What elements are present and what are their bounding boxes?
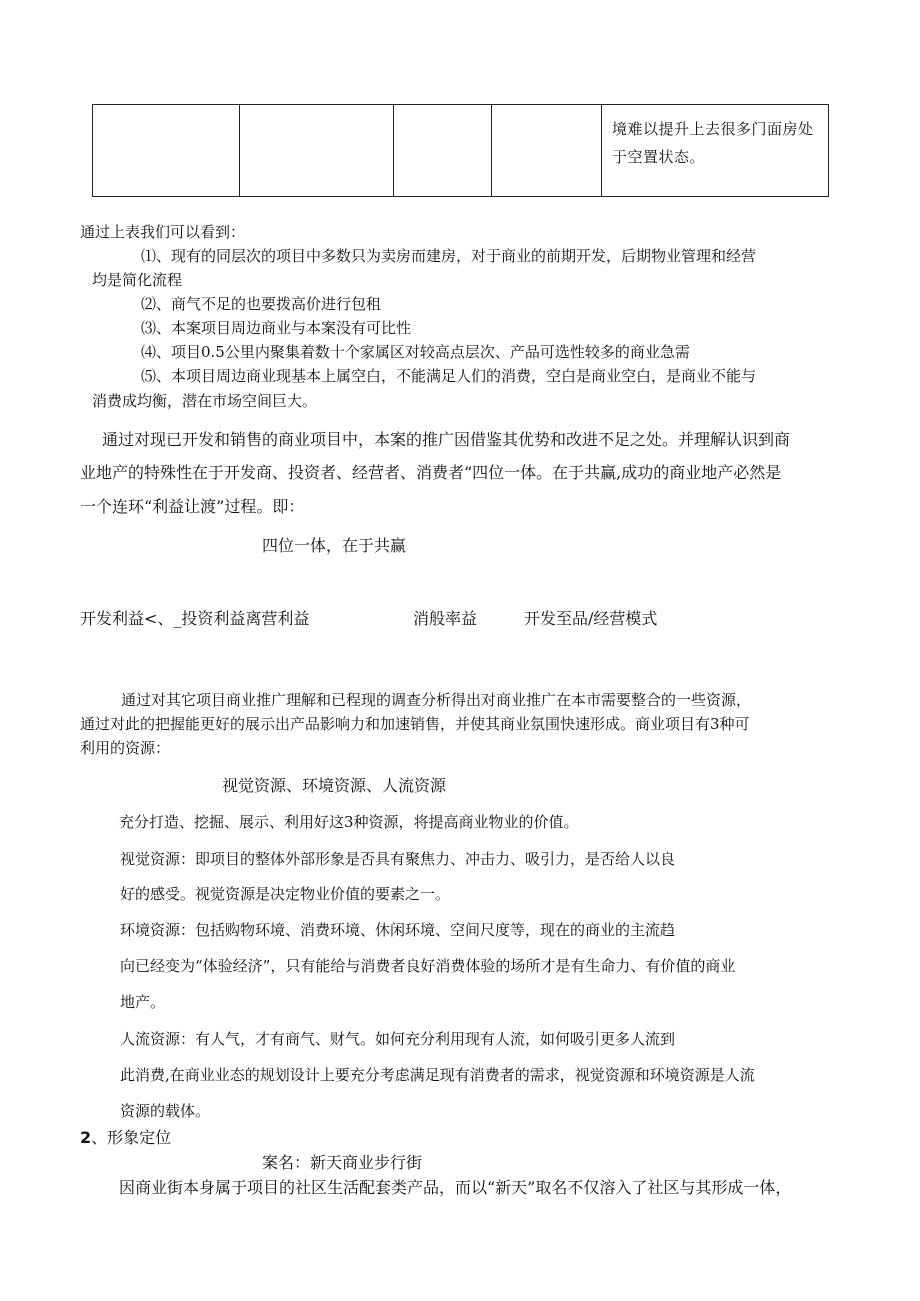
table-cell: [394, 105, 492, 197]
summary-intro: 通过上表我们可以看到：: [80, 223, 246, 241]
table-cell: [492, 105, 602, 197]
analysis-line: 业地产的特殊性在于开发商、投资者、经营者、消费者“四位一体。在于共赢,成功的商业地产必然是: [80, 463, 782, 482]
resources-para: 通过对此的把握能更好的展示出产品影响力和加速销售，并使其商业氛围快速形成。商业项目有3种可: [80, 715, 750, 733]
section-desc: 因商业街本身属于项目的社区生活配套类产品，而以“新天”取名不仅溶入了社区与其形成一体，: [119, 1178, 792, 1197]
environment-resource-cont: 向已经变为“体验经济”，只有能给与消费者良好消费体验的场所才是有生命力、有价值的商业: [120, 957, 736, 975]
summary-item-5: ⑸、本项目周边商业现基本上属空白，不能满足人们的消费，空白是商业空白，是商业不能与: [141, 367, 757, 385]
environment-resource: 环境资源：包括购物环境、消费环境、休闲环境、空间尺度等，现在的商业的主流趋: [120, 921, 676, 939]
comparison-table-fragment: [92, 104, 829, 197]
cell-line: 境难以提升上去很多门面房处: [612, 120, 814, 138]
diagram-title: 四位一体，在于共赢: [262, 536, 407, 555]
diagram-right-label: 开发至品/经营模式: [524, 609, 658, 628]
diagram-left-label: 开发利益<、_投资利益离营利益: [80, 609, 310, 628]
resources-para: 利用的资源：: [80, 739, 171, 757]
case-name: 案名：新天商业步行街: [262, 1153, 423, 1172]
section-heading: [80, 1128, 171, 1148]
resources-use: 充分打造、挖掘、展示、利用好这3种资源，将提高商业物业的价值。: [119, 813, 579, 831]
summary-item-3: ⑶、本案项目周边商业与本案没有可比性: [141, 319, 412, 337]
summary-item-1-cont: 均是简化流程: [92, 271, 183, 289]
table-cell-text: [602, 105, 828, 175]
people-resource-cont: 此消费,在商业业态的规划设计上要充分考虑满足现有消费者的需求，视觉资源和环境资源是人流: [120, 1066, 755, 1084]
three-resources: 视觉资源、环境资源、人流资源: [222, 776, 447, 795]
people-resource: 人流资源：有人气，才有商气、财气。如何充分利用现有人流，如何吸引更多人流到: [120, 1030, 676, 1048]
summary-item-2: ⑵、商气不足的也要拨高价进行包租: [141, 295, 382, 313]
table-cell: [93, 105, 240, 197]
summary-item-1: ⑴、现有的同层次的项目中多数只为卖房而建房，对于商业的前期开发，后期物业管理和经营: [141, 247, 757, 265]
table-cell: [602, 105, 829, 197]
cell-line: 于空置状态。: [612, 148, 706, 166]
summary-item-4: ⑷、项目0.5公里内聚集着数十个家属区对较高点层次、产品可选性较多的商业急需: [141, 343, 690, 361]
diagram-middle-label: 消般率益: [413, 609, 478, 628]
section-title: 、形象定位: [91, 1128, 172, 1147]
table-row: [93, 105, 829, 197]
resources-para: 通过对其它项目商业推广理解和已程现的调查分析得出对商业推广在本市需要整合的一些资源，: [121, 691, 752, 709]
summary-item-5-cont: 消费成均衡，潜在市场空间巨大。: [92, 392, 318, 410]
analysis-line: 一个连环“利益让渡”过程。即：: [80, 497, 305, 516]
people-resource-cont: 资源的载体。: [120, 1102, 211, 1120]
section-number: 2: [80, 1128, 92, 1147]
environment-resource-cont: 地产。: [120, 993, 166, 1011]
table-cell: [240, 105, 394, 197]
analysis-line: 通过对现已开发和销售的商业项目中，本案的推广因借鉴其优势和改进不足之处。并理解认识到商: [102, 430, 791, 449]
visual-resource: 视觉资源：即项目的整体外部形象是否具有聚焦力、冲击力、吸引力，是否给人以良: [120, 850, 676, 868]
visual-resource-cont: 好的感受。视觉资源是决定物业价值的要素之一。: [120, 885, 451, 903]
